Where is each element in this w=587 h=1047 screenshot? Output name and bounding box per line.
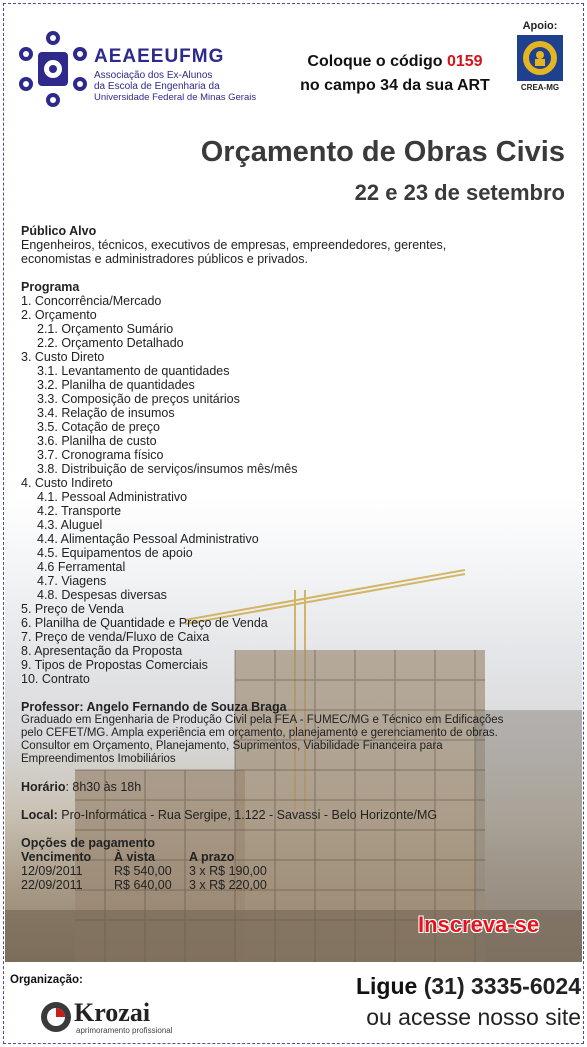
- programa-list: [21, 294, 581, 686]
- pagamento-cell: 3 x R$ 190,00: [189, 864, 267, 878]
- krozai-name: Krozai: [74, 998, 151, 1027]
- programa-item: 4.1. Pessoal Administrativo: [37, 490, 188, 504]
- pagamento-cell: 3 x R$ 220,00: [189, 878, 267, 892]
- course-dates: 22 e 23 de setembro: [354, 180, 565, 205]
- krozai-sub: aprimoramento profissional: [76, 1026, 173, 1035]
- krozai-logo[interactable]: [40, 998, 190, 1038]
- horario-label: Horário: [21, 780, 66, 794]
- local-label: Local:: [21, 808, 58, 822]
- horario: [21, 780, 581, 794]
- programa-item: 3.1. Levantamento de quantidades: [37, 364, 230, 378]
- programa-item: 4.8. Despesas diversas: [37, 588, 167, 602]
- programa-item: 3.6. Planilha de custo: [37, 434, 157, 448]
- aeaeeufmg-logo[interactable]: [18, 30, 268, 114]
- professor-heading: Professor: Angelo Fernando de Souza Braga: [21, 700, 287, 714]
- phone-contact[interactable]: [356, 973, 581, 1000]
- art-code-notice: [285, 50, 505, 98]
- pagamento-cell: 22/09/2011: [21, 878, 83, 892]
- pagamento-col-aprazo: A prazo: [189, 850, 235, 864]
- professor-line-4: Empreendimentos Imobiliários: [21, 753, 176, 765]
- art-code-line2: no campo 34 da sua ART: [300, 77, 490, 94]
- krozai-logo-icon: [40, 1001, 72, 1033]
- professor-line-2: pelo CEFET/MG. Ampla experiência em orçamento, planejamento e gerenciamento de obras.: [21, 727, 498, 739]
- pagamento-cell: 12/09/2011: [21, 864, 83, 878]
- crea-mg-name: CREA-MG: [520, 83, 560, 92]
- programa-item: 3.5. Cotação de preço: [37, 420, 160, 434]
- publico-line-2: economistas e administradores públicos e privados.: [21, 252, 308, 266]
- art-code-value: 0159: [446, 53, 483, 70]
- programa-item: 6. Planilha de Quantidade e Preço de Venda: [21, 616, 268, 630]
- pagamento-cell: R$ 540,00: [114, 864, 172, 878]
- programa-heading: Programa: [21, 280, 80, 294]
- programa-item: 10. Contrato: [21, 672, 90, 686]
- org-line-3: Universidade Federal de Minas Gerais: [94, 92, 257, 103]
- art-code-prefix: Coloque o código: [307, 53, 447, 70]
- programa-item: 4.7. Viagens: [37, 574, 107, 588]
- professor-line-3: Consultor em Orçamento, Planejamento, Suprimentos, Viabilidade Financeira para: [21, 740, 443, 752]
- course-title: Orçamento de Obras Civis: [200, 136, 565, 168]
- local: [21, 808, 581, 822]
- programa-item: 3. Custo Direto: [21, 350, 105, 364]
- apoio-block: [510, 20, 570, 92]
- professor-line-1: Graduado em Engenharia de Produção Civil pela FEA - FUMEC/MG e Técnico em Edificações: [21, 714, 504, 726]
- local-value: Pro-Informática - Rua Sergipe, 1.122 - Savassi - Belo Horizonte/MG: [57, 808, 438, 822]
- horario-value: : 8h30 às 18h: [65, 780, 142, 794]
- programa-item: 1. Concorrência/Mercado: [21, 294, 162, 308]
- programa-item: 4.5. Equipamentos de apoio: [37, 546, 193, 560]
- aeaeeufmg-logo-icon: [18, 30, 88, 108]
- programa-item: 7. Preço de venda/Fluxo de Caixa: [21, 630, 210, 644]
- programa-item: 4. Custo Indireto: [21, 476, 113, 490]
- programa-item: 4.4. Alimentação Pessoal Administrativo: [37, 532, 259, 546]
- site-link[interactable]: ou acesse nosso site: [366, 1004, 581, 1030]
- professor-bio: [21, 714, 581, 766]
- publico-heading: Público Alvo: [21, 224, 97, 238]
- programa-item: 4.6 Ferramental: [37, 560, 126, 574]
- pagamento-cell: R$ 640,00: [114, 878, 172, 892]
- pagamento-heading: Opções de pagamento: [21, 836, 156, 850]
- pagamento-row: [21, 864, 581, 878]
- org-line-1: Associação dos Ex-Alunos: [94, 70, 213, 81]
- programa-item: 3.4. Relação de insumos: [37, 406, 175, 420]
- course-content: [21, 224, 581, 892]
- signup-button[interactable]: Inscreva-se: [418, 912, 540, 937]
- programa-item: 3.3. Composição de preços unitários: [37, 392, 240, 406]
- programa-item: 3.8. Distribuição de serviços/insumos mês/mês: [37, 462, 298, 476]
- pagamento-col-avista: À vista: [114, 850, 155, 864]
- phone-number: (31) 3335-6024: [423, 973, 581, 999]
- programa-item: 4.2. Transporte: [37, 504, 122, 518]
- org-line-2: da Escola de Engenharia da: [94, 81, 220, 92]
- pagamento-header-row: [21, 850, 581, 864]
- publico-line-1: Engenheiros, técnicos, executivos de empresas, empreendedores, gerentes,: [21, 238, 447, 252]
- apoio-label: Apoio:: [522, 20, 558, 32]
- org-label: Organização:: [10, 974, 83, 986]
- org-name: AEAEEUFMG: [94, 46, 225, 67]
- programa-item: 5. Preço de Venda: [21, 602, 124, 616]
- programa-item: 3.7. Cronograma físico: [37, 448, 164, 462]
- programa-item: 2.2. Orçamento Detalhado: [37, 336, 184, 350]
- programa-item: 2. Orçamento: [21, 308, 97, 322]
- programa-item: 9. Tipos de Propostas Comerciais: [21, 658, 208, 672]
- programa-item: 8. Apresentação da Proposta: [21, 644, 183, 658]
- programa-item: 4.3. Aluguel: [37, 518, 103, 532]
- crea-mg-logo-icon[interactable]: [517, 35, 563, 81]
- programa-item: 2.1. Orçamento Sumário: [37, 322, 174, 336]
- phone-prefix: Ligue: [355, 973, 424, 999]
- programa-item: 3.2. Planilha de quantidades: [37, 378, 195, 392]
- pagamento-row: [21, 878, 581, 892]
- pagamento-col-vencimento: Vencimento: [21, 850, 92, 864]
